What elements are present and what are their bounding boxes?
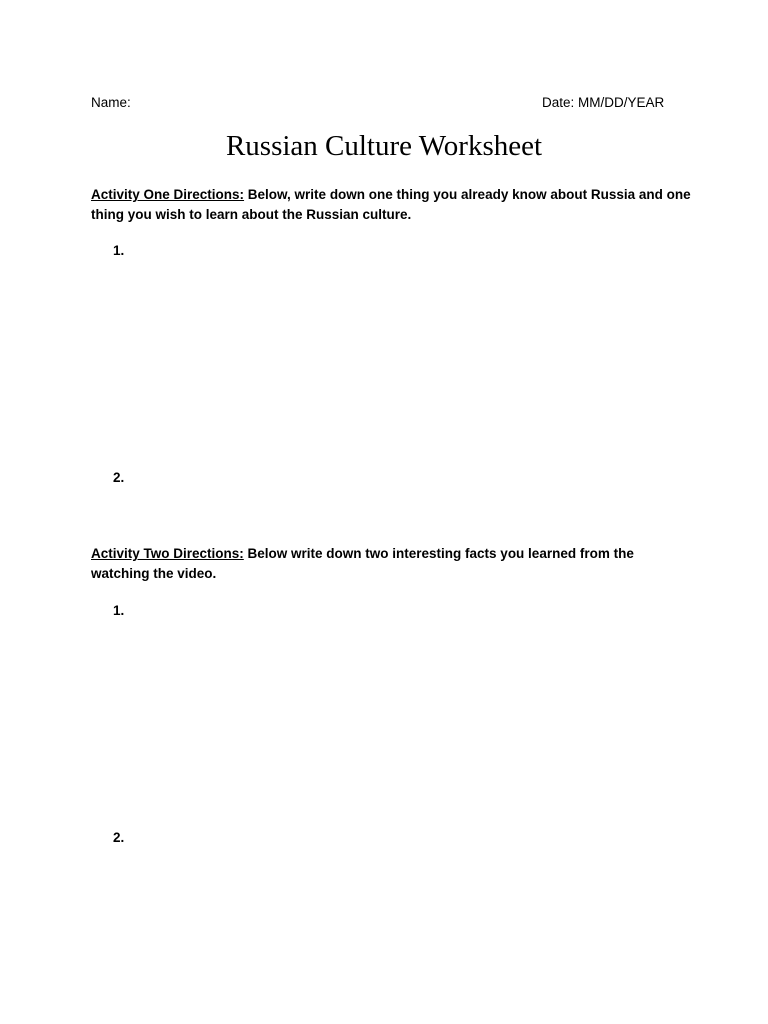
activity-two-directions: [91, 544, 691, 583]
activity-two-directions-text: Below write down two interesting facts you learned from the watching the video.: [91, 546, 634, 581]
activity-one-item-1-number: 1.: [113, 243, 125, 258]
activity-one-directions-label: Activity One Directions:: [91, 187, 245, 202]
activity-one-directions-text: Below, write down one thing you already know about Russia and one thing you wish to learn about the Russian culture.: [91, 187, 691, 222]
activity-one-directions: [91, 185, 691, 224]
activity-two-directions-label: Activity Two Directions:: [91, 546, 244, 561]
date-label: Date: MM/DD/YEAR: [542, 95, 665, 110]
page-title: Russian Culture Worksheet: [225, 130, 543, 162]
activity-two-item-2-number: 2.: [113, 830, 125, 845]
activity-two-item-1-number: 1.: [113, 603, 125, 618]
activity-one-item-2-number: 2.: [113, 470, 125, 485]
name-label: Name:: [91, 95, 131, 110]
